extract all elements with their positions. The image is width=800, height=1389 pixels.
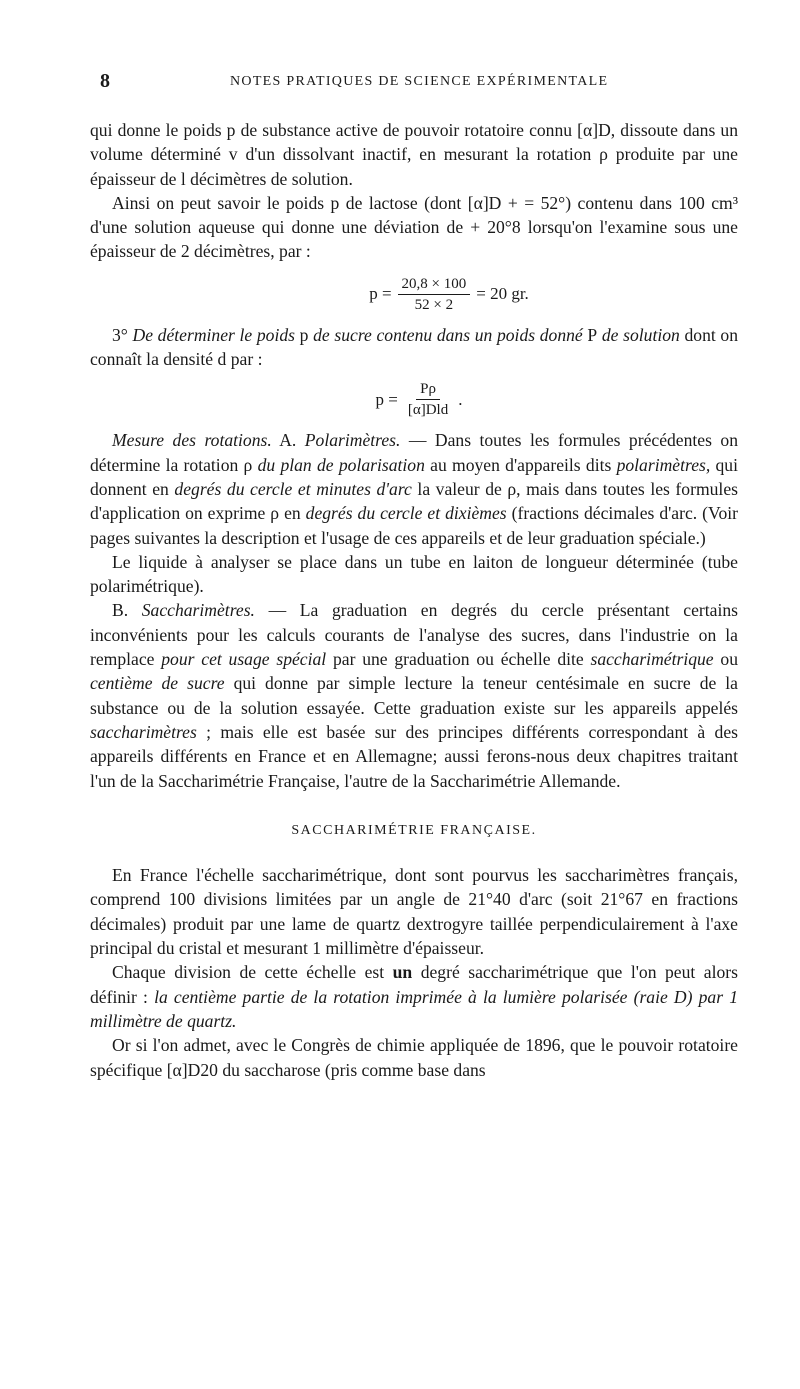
formula-1-denominator: 52 × 2 xyxy=(414,296,454,313)
p4-text-d: la valeur de ρ, mais dans toutes les formules d'application on exprime ρ en xyxy=(90,478,738,524)
p6-text-c: ou xyxy=(713,649,738,670)
formula-2-numerator: Pρ xyxy=(416,379,440,400)
paragraph-9: Or si l'on admet, avec le Congrès de chimie appliquée de 1896, que le pouvoir rotatoire spécifique [α]D20 du saccharose (pris comme base dans xyxy=(90,1035,738,1080)
p6-text-b: par une graduation ou échelle dite xyxy=(326,649,591,670)
paragraph-2: Ainsi on peut savoir le poids p de lactose (dont [α]D + = 52°) contenu dans 100 cm³ d'une solution aqueuse qui donne une déviation de + 20°8 lorsqu'on l'examine sous une épaisseur de 2 décimètres, par : xyxy=(90,192,738,262)
p3-roman-2: P xyxy=(587,324,598,345)
formula-1-lhs: p = xyxy=(369,284,392,304)
p4-italic-a: du plan de polarisation xyxy=(257,454,425,475)
p6-italic-b: saccharimétrique xyxy=(590,649,714,670)
formula-1-rhs: = 20 gr. xyxy=(476,284,529,304)
page-body xyxy=(90,118,738,1082)
formula-2-fraction xyxy=(404,379,452,420)
p4-italic-b: polarimètres, xyxy=(616,454,711,475)
p8-text-a: Chaque division de cette échelle est xyxy=(112,962,393,983)
p4-italic-sub: Polarimètres. xyxy=(304,430,401,451)
p6-text-e: ; mais elle est basée sur des principes différents correspondant à des appareils différents en France et en Allemagne; aussi ferons-nous deux chapitres traitant l'un de la Saccharimétrie Française, l'autre de la Saccharimétrie Allemande. xyxy=(90,721,738,791)
p6-text-a: — La graduation en degrés du cercle présentant certains inconvénients pour les calculs courants de l'analyse des sucres, dans l'industrie on la remplace xyxy=(90,600,738,670)
paragraph-4 xyxy=(90,428,738,549)
p6-text-d: qui donne par simple lecture la teneur centésimale en sucre de la substance ou de la solution essayée. Cette graduation existe sur les appareils appelés xyxy=(90,673,738,718)
page-number: 8 xyxy=(100,70,110,92)
p6-italic-a: pour cet usage spécial xyxy=(161,649,327,670)
formula-2-lhs: p = xyxy=(375,389,398,409)
p4-text-b: au moyen d'appareils dits xyxy=(424,454,617,475)
formula-1-fraction xyxy=(398,274,471,315)
p3-rest: dont on connaît la densité d par : xyxy=(90,324,739,370)
p4-text-e: (fractions décimales d'arc. (Voir pages suivantes la description et l'usage de ces appareils et de leur graduation spéciale.) xyxy=(90,503,738,548)
formula-1-numerator: 20,8 × 100 xyxy=(398,274,471,295)
formula-2-rhs: . xyxy=(458,389,463,409)
paragraph-3 xyxy=(90,323,738,372)
running-head: NOTES PRATIQUES DE SCIENCE EXPÉRIMENTALE xyxy=(230,74,609,89)
p8-bold: un xyxy=(392,962,413,983)
p4-italic-d: degrés du cercle et dixièmes xyxy=(305,503,507,524)
p3-lead: 3° xyxy=(112,324,133,345)
section-heading: SACCHARIMÉTRIE FRANÇAISE. xyxy=(291,822,537,838)
paragraph-6 xyxy=(90,598,738,792)
p4-italic-c: degrés du cercle et minutes d'arc xyxy=(174,478,412,499)
p4-lead: A. xyxy=(271,430,305,451)
p6-italic-d: saccharimètres xyxy=(90,721,197,742)
formula-lactose xyxy=(160,274,738,315)
paragraph-7: En France l'échelle saccharimétrique, dont sont pourvus les saccharimètres français, comprend 100 divisions limitées par un angle de 21°40 d'arc (soit 21°67 en fractions décimales) produit par une lame de quartz dextrogyre taillée perpendiculairement à l'axe principal du cristal et mesurant 1 millimètre d'épaisseur. xyxy=(90,865,738,959)
page-header xyxy=(100,70,740,94)
p3-italic-2: de sucre contenu dans un poids donné xyxy=(308,324,588,345)
paragraph-5: Le liquide à analyser se place dans un tube en laiton de longueur déterminée (tube polarimétrique). xyxy=(90,551,738,597)
paragraph-1: qui donne le poids p de substance active de pouvoir rotatoire connu [α]D, dissoute dans un volume déterminé v d'un dissolvant inactif, en mesurant la rotation ρ produite par une épaisseur de l décimètres de solution. xyxy=(90,120,738,189)
formula-2-denominator: [α]Dld xyxy=(407,402,449,419)
p8-text-b: degré saccharimétrique que l'on peut alors définir : xyxy=(90,962,738,1007)
formula-sugar-weight xyxy=(100,379,738,420)
p6-lead: B. xyxy=(112,600,142,621)
p4-text-a: — Dans toutes les formules précédentes on détermine la rotation ρ xyxy=(90,430,738,475)
p4-text-c: qui donnent en xyxy=(90,454,738,499)
p8-italic-a: la centième partie de la rotation imprimée à la lumière polarisée (raie D) par 1 millimètre de quartz. xyxy=(90,986,738,1031)
p6-italic-c: centième de sucre xyxy=(90,673,225,694)
p3-italic-3: de solution xyxy=(597,324,680,345)
paragraph-8 xyxy=(90,960,738,1033)
p3-roman: p xyxy=(299,324,309,345)
p4-italic-lead: Mesure des rotations. xyxy=(112,430,272,451)
p6-italic-lead: Saccharimètres. xyxy=(141,600,255,621)
p3-italic-1: De déterminer le poids xyxy=(132,324,300,345)
